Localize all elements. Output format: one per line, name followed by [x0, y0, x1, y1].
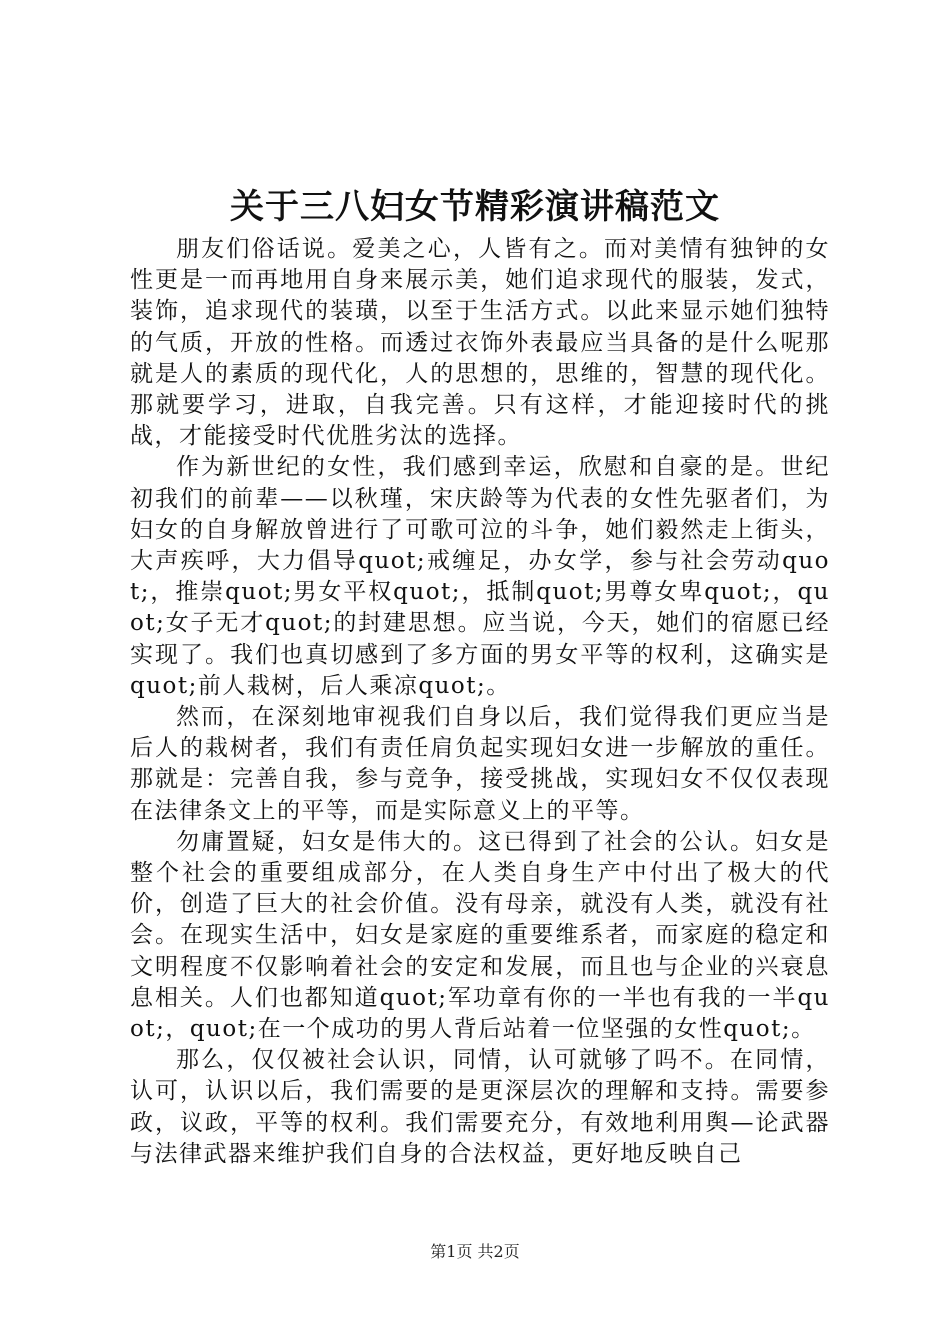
paragraph-4: 勿庸置疑，妇女是伟大的。这已得到了社会的公认。妇女是整个社会的重要组成部分，在人类自身生产中付出了极大的代价，创造了巨大的社会价值。没有母亲，就没有人类，就没有社会。在现实生活中，妇女是家庭的重要维系者，而家庭的稳定和文明程度不仅影响着社会的安定和发展，而且也与企业的兴衰息息相关。人们也都知道quot;军功章有你的一半也有我的一半quot;，quot;在一个成功的男人背后站着一位坚强的女性quot;。 — [130, 828, 830, 1043]
document-title: 关于三八妇女节精彩演讲稿范文 — [230, 187, 720, 227]
document-body — [130, 234, 830, 1170]
paragraph-2: 作为新世纪的女性，我们感到幸运，欣慰和自豪的是。世纪初我们的前辈——以秋瑾，宋庆龄等为代表的女性先驱者们，为妇女的自身解放曾进行了可歌可泣的斗争，她们毅然走上街头，大声疾呼，大力倡导quot;戒缠足，办女学，参与社会劳动quot;，推崇quot;男女平权quot;，抵制quot;男尊女卑quot;，quot;女子无才quot;的封建思想。应当说，今天，她们的宿愿已经实现了。我们也真切感到了多方面的男女平等的权利，这确实是quot;前人栽树，后人乘凉quot;。 — [130, 454, 830, 699]
paragraph-1: 朋友们俗话说。爱美之心，人皆有之。而对美情有独钟的女性更是一而再地用自身来展示美，她们追求现代的服装，发式，装饰，追求现代的装璜，以至于生活方式。以此来显示她们独特的气质，开放的性格。而透过衣饰外表最应当具备的是什么呢那就是人的素质的现代化，人的思想的，思维的，智慧的现代化。那就要学习，进取，自我完善。只有这样，才能迎接时代的挑战，才能接受时代优胜劣汰的选择。 — [130, 236, 830, 450]
paragraph-5: 那么，仅仅被社会认识，同情，认可就够了吗不。在同情，认可，认识以后，我们需要的是更深层次的理解和支持。需要参政，议政，平等的权利。我们需要充分，有效地利用舆—论武器与法律武器来维护我们自身的合法权益，更好地反映自己 — [130, 1047, 830, 1167]
paragraph-3: 然而，在深刻地审视我们自身以后，我们觉得我们更应当是后人的栽树者，我们有责任肩负起实现妇女进一步解放的重任。那就是：完善自我，参与竞争，接受挑战，实现妇女不仅仅表现在法律条文上的平等，而是实际意义上的平等。 — [130, 704, 830, 824]
page-number-footer: 第1页 共2页 — [430, 1242, 520, 1261]
